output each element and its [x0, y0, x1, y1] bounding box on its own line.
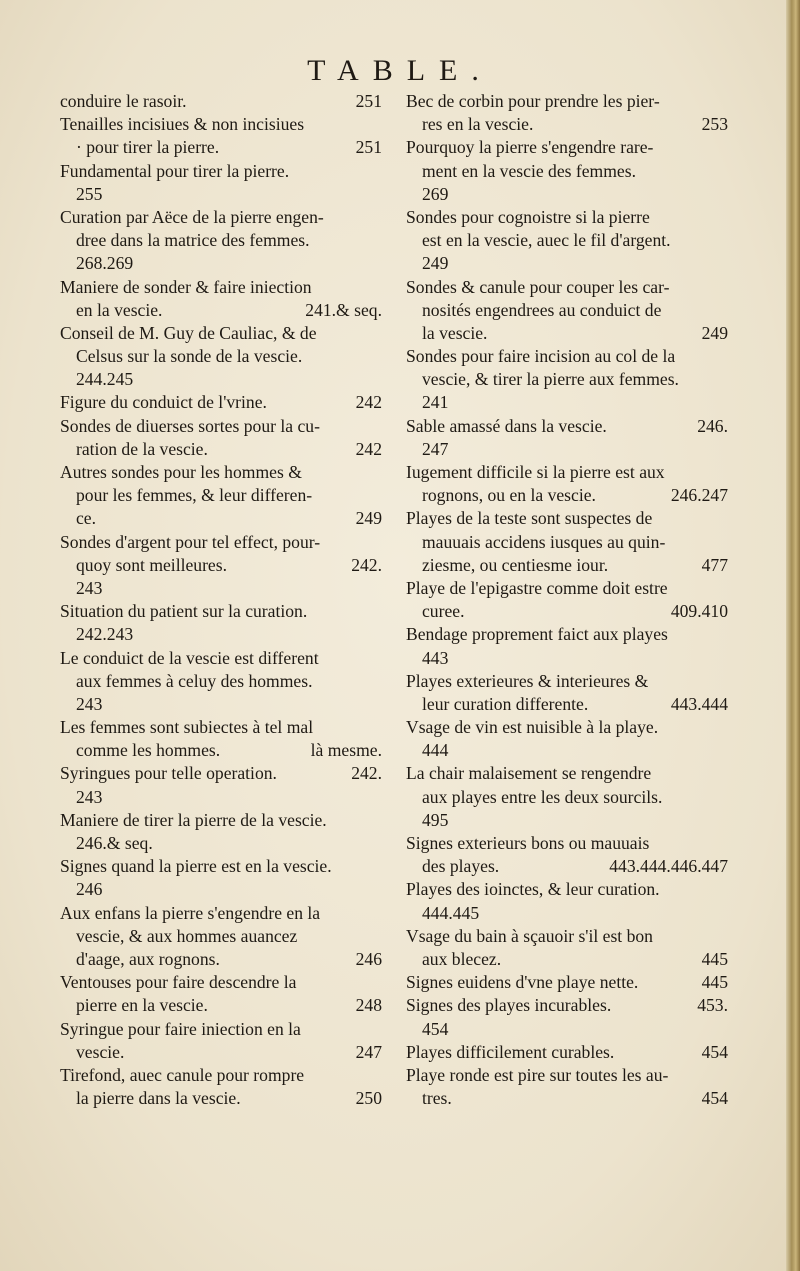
page-reference: 443.444 [670, 693, 728, 714]
entry-text: aux blecez. [422, 948, 502, 969]
entry-line [406, 136, 728, 159]
entry-line [60, 345, 382, 368]
entry-text: res en la vescie. [422, 114, 534, 135]
entry-text: mauuais accidens iusques au quin- [422, 531, 666, 552]
entry-line [406, 229, 728, 252]
index-entry [60, 600, 382, 646]
entry-text: aux femmes à celuy des hommes. [76, 670, 313, 691]
page-reference: 248 [355, 995, 382, 1016]
entry-text: Syringue pour faire iniection en la [60, 1018, 301, 1039]
entry-text: vescie. [76, 1041, 125, 1062]
index-entry [60, 276, 382, 322]
entry-text: 244.245 [76, 369, 134, 390]
index-entry [406, 461, 728, 507]
page-reference: 253 [701, 114, 728, 135]
index-entry [60, 647, 382, 717]
entry-line [406, 994, 728, 1017]
entry-text: aux playes entre les deux sourcils. [422, 786, 663, 807]
entry-text: 243 [76, 577, 103, 598]
index-entry [60, 322, 382, 392]
index-entry [60, 902, 382, 972]
entry-line [60, 113, 382, 136]
entry-text: Playe de l'epigastre comme doit estre [406, 577, 668, 598]
entry-text: Maniere de sonder & faire iniection [60, 276, 312, 297]
entry-line [406, 1018, 728, 1041]
entry-line [406, 948, 728, 971]
entry-line [60, 925, 382, 948]
entry-line [406, 855, 728, 878]
entry-line [60, 368, 382, 391]
entry-line [406, 902, 728, 925]
entry-line [60, 136, 382, 159]
entry-text: Sondes & canule pour couper les car- [406, 276, 670, 297]
page-reference: 242. [351, 763, 382, 784]
entry-text: la vescie. [422, 322, 488, 343]
entry-line [60, 1041, 382, 1064]
entry-line [406, 531, 728, 554]
entry-line [406, 600, 728, 623]
entry-text: 269 [422, 183, 449, 204]
entry-text: Ventouses pour faire descendre la [60, 972, 297, 993]
index-entry [60, 415, 382, 461]
entry-line [406, 276, 728, 299]
index-entry [60, 461, 382, 531]
page-reference: 443.444.446.447 [609, 856, 728, 877]
entry-text: Playes difficilement curables. [406, 1041, 615, 1062]
entry-text: Aux enfans la pierre s'engendre en la [60, 902, 321, 923]
entry-text: Sondes d'argent pour tel effect, pour- [60, 531, 321, 552]
index-entry [406, 994, 728, 1040]
entry-text: La chair malaisement se rengendre [406, 763, 652, 784]
index-entry [60, 206, 382, 276]
entry-text: Playe ronde est pire sur toutes les au- [406, 1064, 669, 1085]
entry-line [60, 762, 382, 785]
entry-line [406, 160, 728, 183]
left-column [60, 90, 382, 1110]
entry-text: la pierre dans la vescie. [76, 1088, 241, 1109]
index-entry [60, 1018, 382, 1064]
page-reference: 453. [697, 995, 728, 1016]
index-entry [60, 762, 382, 808]
entry-text: pour les femmes, & leur differen- [76, 485, 313, 506]
entry-line [406, 507, 728, 530]
right-column [406, 90, 728, 1110]
index-entry [406, 507, 728, 577]
entry-text: en la vescie. [76, 299, 163, 320]
index-entry [60, 971, 382, 1017]
entry-line [60, 415, 382, 438]
entry-text: conduire le rasoir. [60, 91, 187, 111]
page-reference: 251 [355, 137, 382, 158]
entry-text: Curation par Aëce de la pierre engen- [60, 206, 324, 227]
entry-text: 242.243 [76, 624, 134, 645]
entry-line [406, 438, 728, 461]
entry-line [406, 113, 728, 136]
page-reference: 249 [355, 508, 382, 529]
entry-text: Les femmes sont subiectes à tel mal [60, 717, 314, 738]
index-entry [406, 345, 728, 415]
entry-line [60, 484, 382, 507]
page-reference: 242 [355, 392, 382, 413]
entry-line [60, 739, 382, 762]
entry-text: Celsus sur la sonde de la vescie. [76, 346, 303, 367]
page-reference: là mesme. [310, 740, 382, 761]
entry-text: ration de la vescie. [76, 438, 208, 459]
page-reference: 246. [697, 415, 728, 436]
entry-text: pierre en la vescie. [76, 995, 208, 1016]
page-reference: 247 [355, 1041, 382, 1062]
entry-line [60, 299, 382, 322]
page-reference: 477 [701, 554, 728, 575]
entry-line [406, 971, 728, 994]
index-entry [406, 1041, 728, 1064]
page-reference: 241.& seq. [305, 299, 382, 320]
entry-text: Bendage proprement faict aux playes [406, 624, 668, 645]
entry-text: ce. [76, 508, 97, 529]
index-entry [406, 971, 728, 994]
entry-text: Fundamental pour tirer la pierre. [60, 160, 290, 181]
entry-line [60, 183, 382, 206]
entry-line [60, 1064, 382, 1087]
entry-line [406, 832, 728, 855]
entry-text: nosités engendrees au conduict de [422, 299, 662, 320]
entry-text: 444 [422, 740, 449, 761]
entry-line [60, 90, 382, 113]
entry-line [60, 160, 382, 183]
index-entry [406, 670, 728, 716]
page-reference: 250 [355, 1088, 382, 1109]
page-title: TABLE. [307, 54, 493, 87]
page-reference: 454 [701, 1088, 728, 1109]
page-reference: 246 [355, 948, 382, 969]
entry-text: Signes euidens d'vne playe nette. [406, 972, 639, 993]
index-entry [406, 415, 728, 461]
entry-text: Signes des playes incurables. [406, 995, 612, 1016]
entry-text: Le conduict de la vescie est different [60, 647, 319, 668]
entry-line [406, 461, 728, 484]
entry-line [60, 554, 382, 577]
entry-text: Situation du patient sur la curation. [60, 601, 308, 622]
entry-text: Maniere de tirer la pierre de la vescie. [60, 809, 327, 830]
entry-line [60, 229, 382, 252]
page-reference: 409.410 [670, 601, 728, 622]
entry-line [406, 925, 728, 948]
entry-line [406, 484, 728, 507]
index-entry [60, 113, 382, 159]
entry-line [60, 716, 382, 739]
index-entry [406, 577, 728, 623]
entry-text: Playes exterieures & interieures & [406, 670, 649, 691]
entry-text: vescie, & tirer la pierre aux femmes. [422, 369, 679, 390]
entry-line [60, 1018, 382, 1041]
entry-text: Figure du conduict de l'vrine. [60, 392, 267, 413]
entry-text: rognons, ou en la vescie. [422, 485, 596, 506]
entry-text: 249 [422, 253, 449, 274]
entry-line [406, 345, 728, 368]
entry-text: quoy sont meilleures. [76, 554, 227, 575]
entry-text: 454 [422, 1018, 449, 1039]
entry-line [406, 693, 728, 716]
index-entry [406, 878, 728, 924]
entry-line [406, 299, 728, 322]
entry-line [406, 623, 728, 646]
entry-line [60, 809, 382, 832]
entry-line [406, 716, 728, 739]
entry-line [60, 461, 382, 484]
index-entry [406, 762, 728, 832]
entry-text: est en la vescie, auec le fil d'argent. [422, 230, 671, 251]
entry-line [60, 623, 382, 646]
index-entry [406, 832, 728, 878]
entry-line [406, 647, 728, 670]
entry-line [60, 531, 382, 554]
entry-text: Iugement difficile si la pierre est aux [406, 462, 665, 482]
page-reference: 445 [701, 972, 728, 993]
entry-text: leur curation differente. [422, 693, 589, 714]
entry-line [60, 577, 382, 600]
entry-line [406, 577, 728, 600]
entry-text: 246.& seq. [76, 833, 153, 853]
entry-text: comme les hommes. [76, 740, 221, 761]
entry-text: 444.445 [422, 902, 480, 923]
entry-line [406, 670, 728, 693]
page-reference: 249 [701, 322, 728, 343]
entry-line [60, 276, 382, 299]
page-reference: 251 [355, 91, 382, 111]
entry-line [60, 647, 382, 670]
entry-text: Playes des ioinctes, & leur curation. [406, 879, 660, 900]
entry-line [406, 739, 728, 762]
entry-line [60, 786, 382, 809]
entry-text: 443 [422, 647, 449, 668]
index-entry [406, 90, 728, 136]
entry-text: Vsage du bain à sçauoir s'il est bon [406, 925, 653, 946]
entry-text: 241 [422, 392, 449, 413]
entry-text: Vsage de vin est nuisible à la playe. [406, 717, 659, 738]
index-entry [406, 136, 728, 206]
page-reference: 454 [701, 1041, 728, 1062]
entry-line [406, 878, 728, 901]
entry-text: 268.269 [76, 253, 134, 274]
entry-line [60, 878, 382, 901]
entry-text: Signes exterieurs bons ou mauuais [406, 833, 650, 853]
index-entry [406, 716, 728, 762]
entry-line [406, 183, 728, 206]
entry-line [60, 670, 382, 693]
index-entry [406, 1064, 728, 1110]
entry-line [406, 786, 728, 809]
entry-text: Autres sondes pour les hommes & [60, 462, 302, 482]
entry-line [406, 809, 728, 832]
page-reference: 242 [355, 438, 382, 459]
entry-line [60, 971, 382, 994]
entry-text: Sondes pour cognoistre si la pierre [406, 206, 650, 227]
entry-line [60, 322, 382, 345]
entry-line [60, 948, 382, 971]
entry-text: Sondes pour faire incision au col de la [406, 346, 676, 367]
index-entry [60, 1064, 382, 1110]
index-entry [60, 90, 382, 113]
entry-text: 246 [76, 879, 103, 900]
entry-text: 243 [76, 786, 103, 807]
index-entry [60, 391, 382, 414]
entry-text: Pourquoy la pierre s'engendre rare- [406, 137, 654, 158]
entry-line [406, 554, 728, 577]
entry-text: Sable amassé dans la vescie. [406, 415, 607, 436]
entry-line [60, 902, 382, 925]
entry-line [406, 415, 728, 438]
entry-text: 243 [76, 693, 103, 714]
entry-line [406, 368, 728, 391]
entry-text: Conseil de M. Guy de Cauliac, & de [60, 322, 317, 343]
entry-text: Signes quand la pierre est en la vescie. [60, 856, 332, 877]
index-entry [60, 809, 382, 855]
entry-line [406, 1087, 728, 1110]
entry-text: 255 [76, 183, 103, 204]
entry-line [406, 762, 728, 785]
entry-line [60, 438, 382, 461]
entry-line [406, 391, 728, 414]
page-reference: 445 [701, 948, 728, 969]
entry-line [60, 252, 382, 275]
entry-line [60, 832, 382, 855]
index-entry [406, 206, 728, 276]
page-reference: 246.247 [670, 485, 728, 506]
entry-line [60, 1087, 382, 1110]
entry-line [406, 252, 728, 275]
entry-text: ment en la vescie des femmes. [422, 160, 636, 181]
entry-line [60, 507, 382, 530]
entry-text: Bec de corbin pour prendre les pier- [406, 91, 660, 111]
entry-line [406, 90, 728, 113]
index-entry [60, 716, 382, 762]
entry-text: curee. [422, 601, 465, 622]
entry-line [60, 855, 382, 878]
entry-line [60, 206, 382, 229]
entry-text: tres. [422, 1088, 452, 1109]
entry-text: Tirefond, auec canule pour rompre [60, 1064, 305, 1085]
index-entry [60, 531, 382, 601]
entry-line [60, 693, 382, 716]
entry-text: ziesme, ou centiesme iour. [422, 554, 609, 575]
index-entry [60, 855, 382, 901]
page-reference: 242. [351, 554, 382, 575]
entry-line [60, 391, 382, 414]
entry-line [406, 322, 728, 345]
entry-text: Playes de la teste sont suspectes de [406, 508, 653, 529]
entry-line [406, 1064, 728, 1087]
index-entry [406, 925, 728, 971]
entry-text: Tenailles incisiues & non incisiues [60, 114, 305, 135]
entry-line [60, 600, 382, 623]
index-entry [406, 623, 728, 669]
entry-text: · pour tirer la pierre. [76, 137, 220, 158]
index-entry [406, 276, 728, 346]
index-entry [60, 160, 382, 206]
entry-text: d'aage, aux rognons. [76, 948, 220, 969]
entry-text: dree dans la matrice des femmes. [76, 230, 310, 251]
entry-text: vescie, & aux hommes auancez [76, 925, 298, 946]
page-edge [786, 0, 800, 1271]
entry-text: Sondes de diuerses sortes pour la cu- [60, 415, 320, 436]
entry-text: 247 [422, 438, 449, 459]
entry-text: Syringues pour telle operation. [60, 763, 277, 784]
entry-line [60, 994, 382, 1017]
entry-line [406, 206, 728, 229]
entry-text: des playes. [422, 856, 500, 877]
entry-line [406, 1041, 728, 1064]
entry-text: 495 [422, 809, 449, 830]
